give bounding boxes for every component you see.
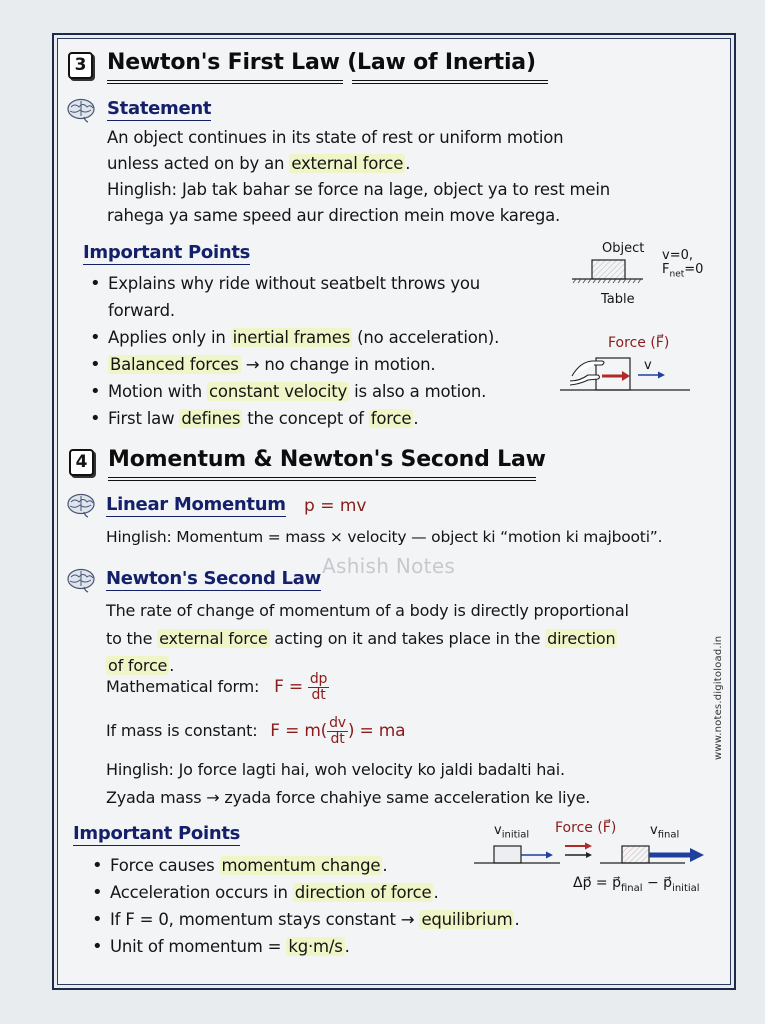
highlight-text: force [370,409,412,428]
text: . [413,409,419,428]
highlight-text: momentum change [221,856,381,875]
text: If F = 0, momentum stays constant → [110,910,420,929]
push-force-diagram [560,333,720,398]
object-on-table-graphic [565,238,725,313]
text: . [382,856,388,875]
highlight-text: equilibrium [421,910,513,929]
formula-rhs: ) = ma [347,721,406,741]
denominator: dt [330,731,345,747]
list-item [86,270,556,324]
list-item [86,351,556,378]
text: (no acceleration). [352,328,500,347]
text: Acceleration occurs in [110,883,293,902]
second-law-hinglish [106,756,590,812]
constant-mass-row [106,716,405,747]
text: − p⃗ [642,875,673,891]
momentum-change-diagram [470,818,715,903]
highlight-text: defines [181,409,241,428]
momentum-hinglish: Hinglish: Momentum = mass × velocity — object ki “motion ki majbooti”. [106,528,663,546]
text: to the [106,628,158,648]
table-label: Table [601,292,635,307]
velocity-label: v [644,358,652,373]
velocity-zero-label: v=0, [662,248,693,263]
text: final [657,829,680,841]
object-label: Object [602,241,645,256]
second-law-heading: Newton's Second Law [106,568,321,589]
list-item [88,906,588,933]
text: initial [672,882,700,894]
highlight-text: kg·m/s [288,937,343,956]
text: forward. [108,301,175,320]
section-title-paren: (Law of Inertia) [347,50,536,75]
section-title [107,50,536,75]
text: =0 [684,262,704,277]
text: Δp⃗ = p⃗ [573,875,621,891]
text: . [169,656,175,675]
linear-momentum-heading: Linear Momentum [106,494,286,515]
list-item [86,378,556,405]
text: Motion with [108,382,208,401]
hinglish-line: Hinglish: Jo force lagti hai, woh velocity ko jaldi badalti hai. [106,760,565,779]
text: acting on it and takes place in the [269,628,546,648]
brain-icon [66,98,96,124]
important-points-list [86,270,556,432]
highlight-text: inertial frames [232,328,351,347]
title-underline [107,80,343,84]
mathematical-form-row [106,672,329,703]
statement-body [107,125,707,229]
brain-icon [66,568,96,594]
text: Applies only in [108,328,231,347]
hinglish-line: rahega ya same speed aur direction mein move karega. [107,206,561,225]
highlight-text: external force [291,154,404,173]
second-law-line [106,625,721,653]
text: F [662,262,670,277]
momentum-formula: p = mv [304,496,367,516]
watermark: Ashish Notes [322,554,456,578]
text: Explains why ride without seatbelt throws you [108,274,481,293]
text: net [669,269,685,280]
numerator: dv [329,715,346,731]
highlight-text: external force [159,628,268,648]
numerator: dp [309,671,328,687]
list-item [86,324,556,351]
text: v [650,823,658,838]
formula-lhs: F = [274,677,303,697]
statement-heading: Statement [107,98,212,119]
highlight-text: direction [547,628,616,648]
math-label: If mass is constant: [106,721,258,740]
important-points-heading: Important Points [83,242,251,263]
text: First law [108,409,180,428]
text: final [620,882,643,894]
text: initial [501,829,530,841]
side-website-url: www.notes.digitoload.in [713,635,724,760]
text: v [494,823,502,838]
important-points-heading: Important Points [73,823,241,844]
hinglish-line: Zyada mass → zyada force chahiye same acceleration ke liye. [106,788,591,807]
title-underline [352,80,548,84]
title-underline [108,477,536,481]
denominator: dt [311,687,326,703]
force-label: Force (F⃗) [608,335,670,351]
text: . [344,937,350,956]
text: . [514,910,520,929]
section-title-main: Newton's First Law [107,50,340,75]
highlight-text: constant velocity [209,382,348,401]
brain-icon [66,493,96,519]
math-label: Mathematical form: [106,677,260,696]
text: is also a motion. [349,382,487,401]
highlight-text: direction of force [294,883,432,902]
statement-line [107,151,707,177]
list-item [88,933,588,960]
fraction-dv-dt [327,716,348,747]
list-item [86,405,556,432]
text: Force causes [110,856,220,875]
highlight-text: of force [108,656,168,675]
text: → no change in motion. [240,355,436,374]
text: unless acted on by an [107,154,290,173]
section-title: Momentum & Newton's Second Law [108,447,546,472]
section-number-badge: 4 [69,449,94,476]
hinglish-line: Hinglish: Jab tak bahar se force na lage, object ya to rest mein [107,180,610,199]
text: Unit of momentum = [110,937,287,956]
text: the concept of [242,409,369,428]
fraction-dp-dt [308,672,329,703]
object-at-rest-diagram [565,238,725,313]
hand-push-graphic [560,333,720,398]
second-law-line: The rate of change of momentum of a body is directly proportional [106,601,629,620]
formula-lhs: F = m( [270,721,328,741]
second-law-body [106,597,721,680]
text: . [405,154,411,173]
text: . [433,883,439,902]
section-number-badge: 3 [68,52,93,79]
statement-line: An object continues in its state of rest or uniform motion [107,128,564,147]
force-label: Force (F⃗) [555,820,617,836]
highlight-text: Balanced forces [110,355,239,374]
delta-p-equation [573,875,700,894]
